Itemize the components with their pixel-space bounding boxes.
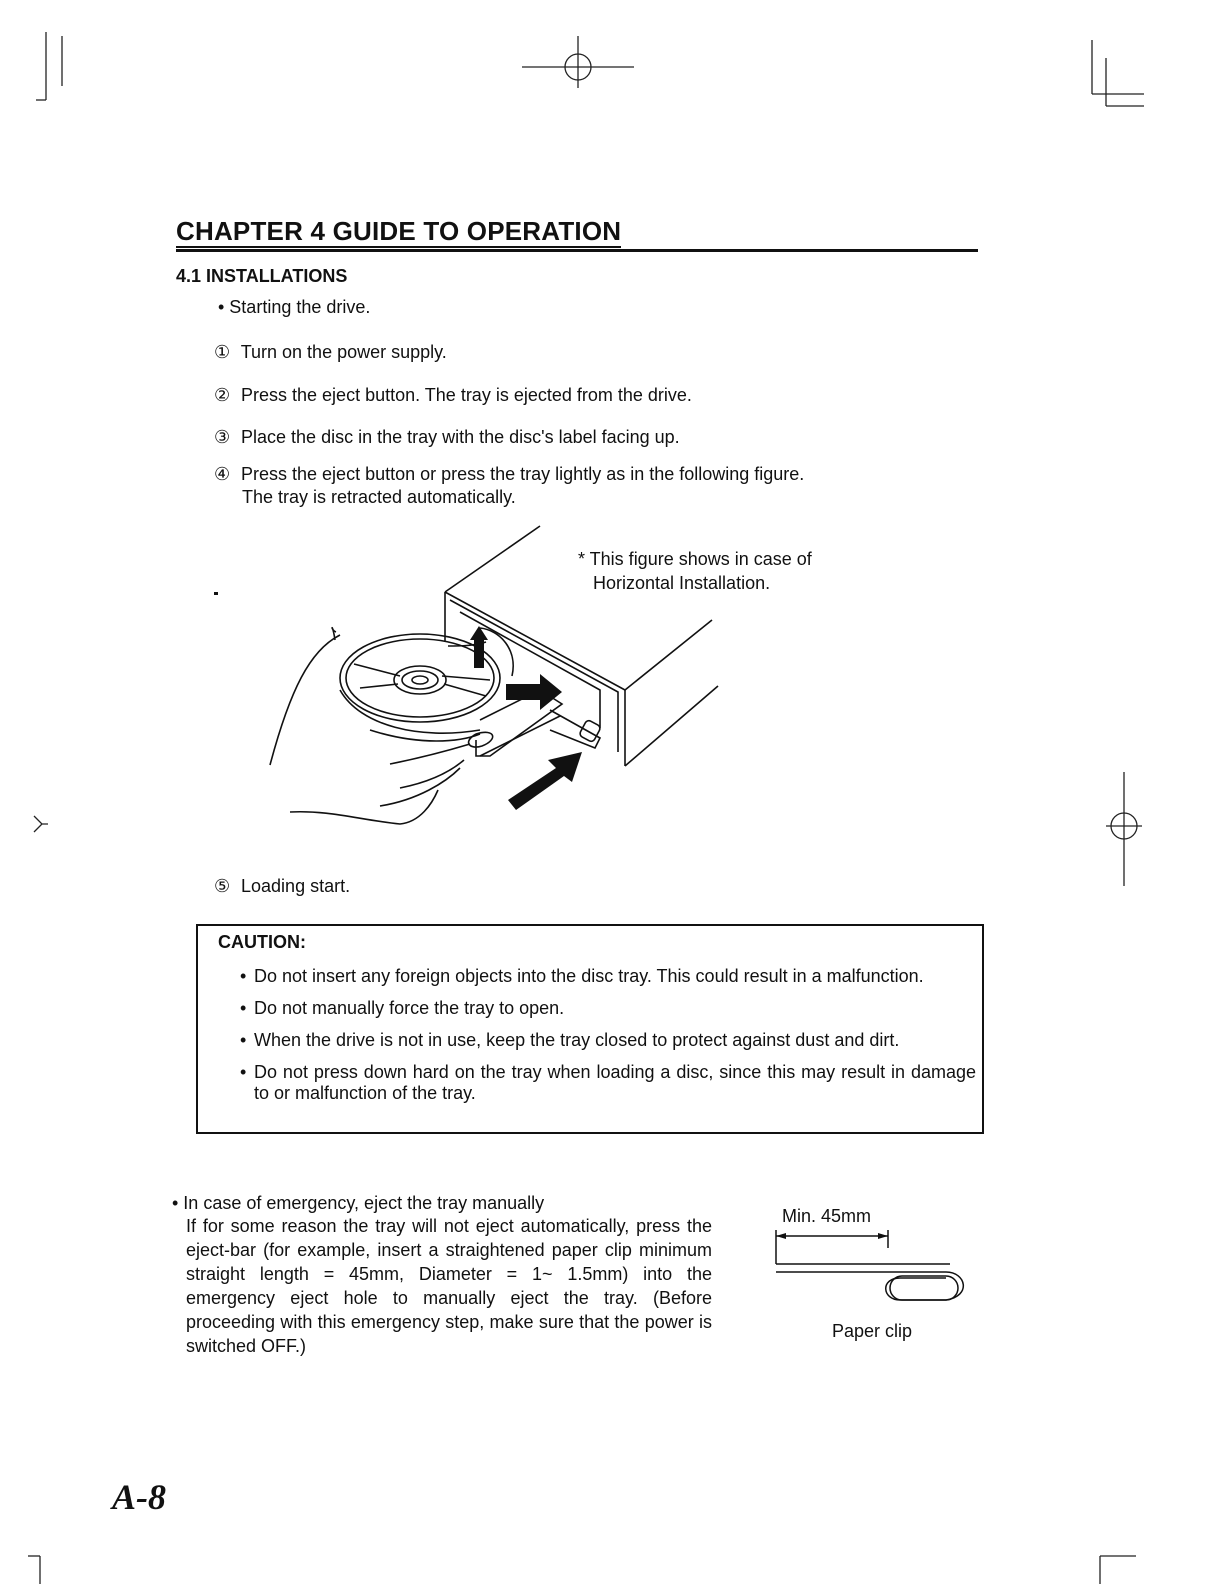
emergency-body: If for some reason the tray will not eject automatically, press the eject-bar (for example, insert a straightened paper clip minimum straight length = 45mm, Diameter = 1~ 1.5mm) into the emergency eject hole to manually eject the tray. (Before proceeding with this emergency step, make sure that the power is switched OFF.) <box>186 1216 712 1356</box>
step-text: Turn on the power supply. <box>240 342 447 362</box>
step-number: ① <box>214 342 231 362</box>
step-5 <box>214 875 350 897</box>
figure-note <box>578 547 812 595</box>
step-1 <box>214 341 447 363</box>
step-number: ④ <box>214 464 231 484</box>
section-intro: • Starting the drive. <box>218 297 371 317</box>
emergency-section <box>172 1192 712 1358</box>
step-number: ③ <box>214 427 231 447</box>
figure-note-line-2: Horizontal Installation. <box>593 573 771 593</box>
caution-item: • Do not manually force the tray to open. <box>240 998 976 1019</box>
step-text: Loading start. <box>241 876 351 896</box>
caution-item: • When the drive is not in use, keep the tray closed to protect against dust and dirt. <box>240 1030 976 1051</box>
step-text: Place the disc in the tray with the disc's label facing up. <box>241 427 680 447</box>
chapter-title: CHAPTER 4 GUIDE TO OPERATION <box>176 216 978 252</box>
figure-note-line-1: * This figure shows in case of <box>578 549 812 569</box>
step-number: ⑤ <box>214 876 231 896</box>
section-title: 4.1 INSTALLATIONS <box>176 266 348 286</box>
caution-box <box>196 924 984 1134</box>
paperclip-caption: Paper clip <box>832 1321 913 1341</box>
emergency-heading: • In case of emergency, eject the tray manually <box>172 1193 545 1213</box>
caution-item: • Do not press down hard on the tray when loading a disc, since this may result in damage to or malfunction of the tray. <box>240 1062 976 1104</box>
caution-item: • Do not insert any foreign objects into the disc tray. This could result in a malfunction. <box>240 966 976 987</box>
caution-title: CAUTION: <box>218 932 306 952</box>
step-4-continued: The tray is retracted automatically. <box>242 487 516 507</box>
step-number: ② <box>214 385 231 405</box>
step-text: Press the eject button. The tray is ejected from the drive. <box>241 385 692 405</box>
step-4 <box>214 463 804 485</box>
step-text: Press the eject button or press the tray lightly as in the following figure. <box>241 464 805 484</box>
step-3 <box>214 426 680 448</box>
step-2 <box>214 384 692 406</box>
paperclip-illustration <box>770 1224 980 1308</box>
stray-dot <box>214 592 218 595</box>
caution-list <box>240 966 976 1115</box>
paperclip-dimension: Min. 45mm <box>782 1206 872 1226</box>
page-number: A-8 <box>112 1477 166 1517</box>
